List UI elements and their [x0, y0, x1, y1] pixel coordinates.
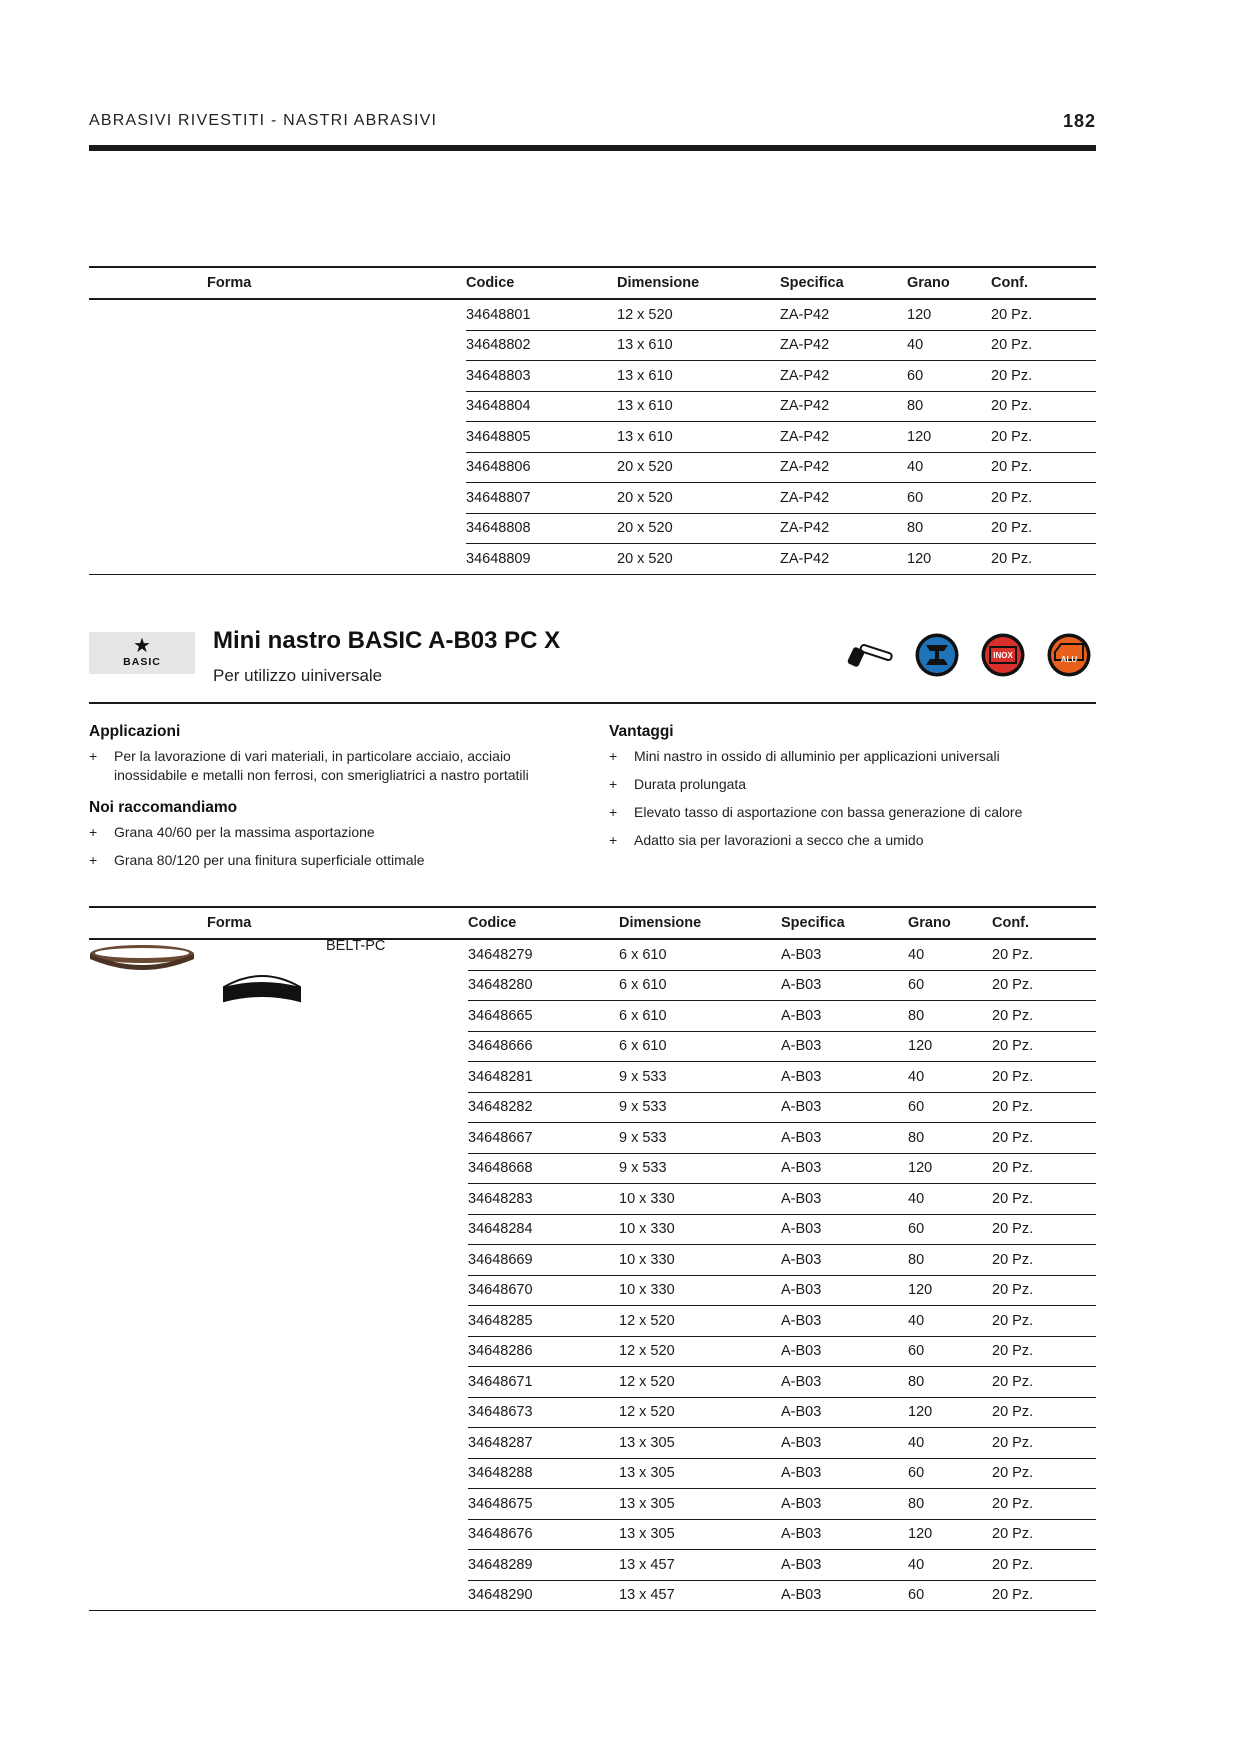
dimensione-cell: 12 x 520	[617, 299, 780, 330]
specifica-cell: A-B03	[781, 1397, 908, 1428]
dimensione-cell: 6 x 610	[619, 1031, 781, 1062]
product-title: Mini nastro BASIC A-B03 PC X	[213, 627, 561, 654]
grano-cell: 80	[908, 1245, 992, 1276]
table-row	[89, 1153, 1096, 1184]
table-row	[89, 1397, 1096, 1428]
forma-cell	[89, 391, 466, 422]
specifica-cell: A-B03	[781, 1062, 908, 1093]
codice-cell: 34648286	[468, 1336, 619, 1367]
grano-cell: 120	[908, 1031, 992, 1062]
conf-cell: 20 Pz.	[991, 330, 1096, 361]
product-table-1	[89, 266, 1096, 575]
codice-cell: 34648287	[468, 1428, 619, 1459]
specifica-cell: A-B03	[781, 1092, 908, 1123]
table-row	[89, 1519, 1096, 1550]
conf-cell: 20 Pz.	[992, 1031, 1096, 1062]
table-row	[89, 1275, 1096, 1306]
forma-cell	[89, 1275, 468, 1306]
dimensione-cell: 20 x 520	[617, 483, 780, 514]
table-row	[89, 1336, 1096, 1367]
conf-cell: 20 Pz.	[992, 1458, 1096, 1489]
grano-cell: 60	[907, 361, 991, 392]
col-forma: Forma	[89, 267, 466, 299]
grano-cell: 80	[908, 1489, 992, 1520]
specifica-cell: A-B03	[781, 1001, 908, 1032]
codice-cell: 34648289	[468, 1550, 619, 1581]
dimensione-cell: 12 x 520	[619, 1336, 781, 1367]
table-header	[89, 267, 1096, 299]
steel-material-icon	[914, 632, 960, 678]
codice-cell: 34648671	[468, 1367, 619, 1398]
forma-cell	[89, 1550, 468, 1581]
codice-cell: 34648280	[468, 970, 619, 1001]
specifica-cell: A-B03	[781, 1489, 908, 1520]
product-subtitle: Per utilizzo uiniversale	[213, 666, 383, 685]
grano-cell: 60	[908, 1580, 992, 1611]
dimensione-cell: 13 x 457	[619, 1550, 781, 1581]
dimensione-cell: 6 x 610	[619, 939, 781, 970]
vantaggi-heading: Vantaggi	[609, 723, 674, 740]
forma-cell	[89, 299, 466, 330]
specifica-cell: A-B03	[781, 1367, 908, 1398]
dimensione-cell: 9 x 533	[619, 1123, 781, 1154]
table-row	[89, 1062, 1096, 1093]
grano-cell: 120	[908, 1397, 992, 1428]
conf-cell: 20 Pz.	[991, 452, 1096, 483]
conf-cell: 20 Pz.	[992, 1184, 1096, 1215]
dimensione-cell: 13 x 305	[619, 1458, 781, 1489]
table-row	[89, 513, 1096, 544]
table-row	[89, 1489, 1096, 1520]
dimensione-cell: 13 x 610	[617, 330, 780, 361]
specifica-cell: ZA-P42	[780, 483, 907, 514]
conf-cell: 20 Pz.	[992, 1489, 1096, 1520]
conf-cell: 20 Pz.	[992, 1153, 1096, 1184]
dimensione-cell: 13 x 305	[619, 1428, 781, 1459]
dimensione-cell: 9 x 533	[619, 1153, 781, 1184]
page-number: 182	[1062, 111, 1096, 131]
forma-cell	[89, 1092, 468, 1123]
list-item: + Durata prolungata	[609, 775, 1096, 794]
specifica-cell: ZA-P42	[780, 452, 907, 483]
forma-cell	[89, 1489, 468, 1520]
conf-cell: 20 Pz.	[991, 299, 1096, 330]
grano-cell: 80	[907, 391, 991, 422]
applicazioni-heading: Applicazioni	[89, 723, 181, 740]
specifica-cell: ZA-P42	[780, 391, 907, 422]
col-grano: Grano	[908, 907, 992, 939]
grano-cell: 40	[908, 1184, 992, 1215]
table-row	[89, 1214, 1096, 1245]
belt-sander-icon	[846, 644, 894, 670]
specifica-cell: A-B03	[781, 1458, 908, 1489]
grano-cell: 60	[908, 1336, 992, 1367]
list-item: + Adatto sia per lavorazioni a secco che a umido	[609, 831, 1096, 850]
dimensione-cell: 12 x 520	[619, 1397, 781, 1428]
grano-cell: 120	[908, 1153, 992, 1184]
specifica-cell: A-B03	[781, 1519, 908, 1550]
grano-cell: 120	[908, 1519, 992, 1550]
conf-cell: 20 Pz.	[992, 1397, 1096, 1428]
table-row	[89, 1245, 1096, 1276]
forma-cell	[89, 1184, 468, 1215]
codice-cell: 34648665	[468, 1001, 619, 1032]
codice-cell: 34648288	[468, 1458, 619, 1489]
dimensione-cell: 13 x 457	[619, 1580, 781, 1611]
specifica-cell: A-B03	[781, 1306, 908, 1337]
specifica-cell: A-B03	[781, 1184, 908, 1215]
grano-cell: 40	[908, 1550, 992, 1581]
grano-cell: 40	[908, 1306, 992, 1337]
table-row	[89, 422, 1096, 453]
col-forma: Forma	[89, 907, 468, 939]
table-header	[89, 907, 1096, 939]
grano-cell: 60	[908, 970, 992, 1001]
forma-cell	[89, 1123, 468, 1154]
dimensione-cell: 10 x 330	[619, 1184, 781, 1215]
table-row	[89, 1123, 1096, 1154]
table-row	[89, 1306, 1096, 1337]
codice-cell: 34648282	[468, 1092, 619, 1123]
forma-cell	[89, 483, 466, 514]
dimensione-cell: 10 x 330	[619, 1275, 781, 1306]
dimensione-cell: 20 x 520	[617, 513, 780, 544]
grano-cell: 60	[908, 1458, 992, 1489]
specifica-cell: A-B03	[781, 1123, 908, 1154]
specifica-cell: ZA-P42	[780, 361, 907, 392]
specifica-cell: ZA-P42	[780, 513, 907, 544]
codice-cell: 34648802	[466, 330, 617, 361]
codice-cell: 34648279	[468, 939, 619, 970]
basic-badge	[89, 632, 195, 674]
forma-cell	[89, 1580, 468, 1611]
abrasive-belt-image	[89, 940, 195, 976]
specifica-cell: A-B03	[781, 1214, 908, 1245]
codice-cell: 34648806	[466, 452, 617, 483]
section-title: ABRASIVI RIVESTITI - NASTRI ABRASIVI	[89, 112, 438, 129]
table-row	[89, 939, 1096, 970]
conf-cell: 20 Pz.	[992, 1367, 1096, 1398]
codice-cell: 34648283	[468, 1184, 619, 1215]
codice-cell: 34648801	[466, 299, 617, 330]
vantaggi-list	[609, 747, 1096, 850]
info-right-column	[609, 723, 1096, 859]
codice-cell: 34648670	[468, 1275, 619, 1306]
dimensione-cell: 13 x 305	[619, 1489, 781, 1520]
dimensione-cell: 6 x 610	[619, 1001, 781, 1032]
table-row	[89, 299, 1096, 330]
specifica-cell: A-B03	[781, 1580, 908, 1611]
grano-cell: 60	[908, 1092, 992, 1123]
conf-cell: 20 Pz.	[992, 939, 1096, 970]
forma-cell	[89, 1153, 468, 1184]
table-row	[89, 1580, 1096, 1611]
raccomandiamo-heading: Noi raccomandiamo	[89, 799, 238, 816]
specifica-cell: A-B03	[781, 1245, 908, 1276]
codice-cell: 34648668	[468, 1153, 619, 1184]
conf-cell: 20 Pz.	[992, 1275, 1096, 1306]
dimensione-cell: 6 x 610	[619, 970, 781, 1001]
grano-cell: 120	[907, 299, 991, 330]
grano-cell: 40	[908, 939, 992, 970]
conf-cell: 20 Pz.	[991, 422, 1096, 453]
codice-cell: 34648675	[468, 1489, 619, 1520]
specifica-cell: A-B03	[781, 970, 908, 1001]
list-item: + Elevato tasso di asportazione con bassa generazione di calore	[609, 803, 1096, 822]
specifica-cell: A-B03	[781, 1031, 908, 1062]
forma-cell	[89, 1245, 468, 1276]
grano-cell: 40	[907, 452, 991, 483]
dimensione-cell: 10 x 330	[619, 1245, 781, 1276]
conf-cell: 20 Pz.	[992, 1092, 1096, 1123]
col-conf: Conf.	[991, 267, 1096, 299]
forma-cell	[89, 422, 466, 453]
table-row	[89, 1458, 1096, 1489]
product-header	[89, 627, 1096, 704]
codice-cell: 34648673	[468, 1397, 619, 1428]
conf-cell: 20 Pz.	[991, 391, 1096, 422]
col-codice: Codice	[466, 267, 617, 299]
list-item: + Grana 80/120 per una finitura superficiale ottimale	[89, 851, 569, 870]
col-codice: Codice	[468, 907, 619, 939]
codice-cell: 34648284	[468, 1214, 619, 1245]
dimensione-cell: 13 x 610	[617, 422, 780, 453]
dimensione-cell: 20 x 520	[617, 544, 780, 575]
codice-cell: 34648804	[466, 391, 617, 422]
conf-cell: 20 Pz.	[992, 1306, 1096, 1337]
forma-code: BELT-PC	[326, 938, 386, 954]
grano-cell: 60	[907, 483, 991, 514]
codice-cell: 34648676	[468, 1519, 619, 1550]
grano-cell: 120	[907, 544, 991, 575]
dimensione-cell: 12 x 520	[619, 1367, 781, 1398]
specifica-cell: A-B03	[781, 1550, 908, 1581]
table-row	[89, 361, 1096, 392]
dimensione-cell: 12 x 520	[619, 1306, 781, 1337]
forma-cell	[89, 1367, 468, 1398]
col-specifica: Specifica	[780, 267, 907, 299]
codice-cell: 34648669	[468, 1245, 619, 1276]
forma-cell	[89, 1519, 468, 1550]
table-row	[89, 1428, 1096, 1459]
table-row	[89, 1367, 1096, 1398]
dimensione-cell: 9 x 533	[619, 1062, 781, 1093]
list-item: + Grana 40/60 per la massima asportazione	[89, 823, 569, 842]
grano-cell: 120	[908, 1275, 992, 1306]
forma-cell	[89, 452, 466, 483]
col-dimensione: Dimensione	[617, 267, 780, 299]
codice-cell: 34648667	[468, 1123, 619, 1154]
dimensione-cell: 13 x 610	[617, 361, 780, 392]
col-specifica: Specifica	[781, 907, 908, 939]
specifica-cell: A-B03	[781, 939, 908, 970]
table-row	[89, 1184, 1096, 1215]
inox-material-icon	[980, 632, 1026, 678]
application-icons	[846, 632, 1096, 678]
grano-cell: 80	[908, 1367, 992, 1398]
codice-cell: 34648809	[466, 544, 617, 575]
conf-cell: 20 Pz.	[992, 1519, 1096, 1550]
raccomandiamo-list	[89, 823, 569, 870]
star-icon: ★	[133, 635, 151, 657]
dimensione-cell: 20 x 520	[617, 452, 780, 483]
forma-cell	[89, 1428, 468, 1459]
dimensione-cell: 13 x 305	[619, 1519, 781, 1550]
conf-cell: 20 Pz.	[991, 544, 1096, 575]
grano-cell: 80	[908, 1123, 992, 1154]
codice-cell: 34648285	[468, 1306, 619, 1337]
specifica-cell: ZA-P42	[780, 330, 907, 361]
conf-cell: 20 Pz.	[992, 1062, 1096, 1093]
conf-cell: 20 Pz.	[992, 1428, 1096, 1459]
specifica-cell: ZA-P42	[780, 299, 907, 330]
specifica-cell: A-B03	[781, 1336, 908, 1367]
forma-cell	[89, 1062, 468, 1093]
grano-cell: 60	[908, 1214, 992, 1245]
col-dimensione: Dimensione	[619, 907, 781, 939]
table-row	[89, 544, 1096, 575]
specifica-cell: A-B03	[781, 1428, 908, 1459]
inox-label: INOX	[993, 651, 1013, 660]
codice-cell: 34648290	[468, 1580, 619, 1611]
col-conf: Conf.	[992, 907, 1096, 939]
conf-cell: 20 Pz.	[991, 361, 1096, 392]
forma-cell	[89, 1336, 468, 1367]
conf-cell: 20 Pz.	[992, 1550, 1096, 1581]
page-header	[89, 112, 1096, 156]
codice-cell: 34648666	[468, 1031, 619, 1062]
list-item: + Mini nastro in ossido di alluminio per applicazioni universali	[609, 747, 1096, 766]
forma-cell	[89, 1458, 468, 1489]
forma-cell	[89, 1306, 468, 1337]
dimensione-cell: 13 x 610	[617, 391, 780, 422]
forma-cell	[89, 513, 466, 544]
alu-label: ALU	[1060, 655, 1078, 664]
alu-material-icon	[1046, 632, 1092, 678]
forma-cell	[89, 1397, 468, 1428]
belt-shape-icon	[222, 973, 302, 1013]
grano-cell: 40	[907, 330, 991, 361]
table-row	[89, 391, 1096, 422]
conf-cell: 20 Pz.	[992, 1580, 1096, 1611]
conf-cell: 20 Pz.	[991, 513, 1096, 544]
specifica-cell: A-B03	[781, 1275, 908, 1306]
conf-cell: 20 Pz.	[992, 1336, 1096, 1367]
grano-cell: 120	[907, 422, 991, 453]
forma-cell	[89, 1214, 468, 1245]
table-row	[89, 330, 1096, 361]
table-row	[89, 1092, 1096, 1123]
codice-cell: 34648808	[466, 513, 617, 544]
conf-cell: 20 Pz.	[992, 1123, 1096, 1154]
grano-cell: 40	[908, 1428, 992, 1459]
dimensione-cell: 10 x 330	[619, 1214, 781, 1245]
conf-cell: 20 Pz.	[991, 483, 1096, 514]
conf-cell: 20 Pz.	[992, 1214, 1096, 1245]
grano-cell: 40	[908, 1062, 992, 1093]
conf-cell: 20 Pz.	[992, 1001, 1096, 1032]
forma-cell	[89, 1031, 468, 1062]
grano-cell: 80	[908, 1001, 992, 1032]
forma-cell	[89, 330, 466, 361]
list-item: + Per la lavorazione di vari materiali, in particolare acciaio, acciaio inossidabile e metalli non ferrosi, con smerigliatrici a nastro portatili	[89, 747, 569, 785]
dimensione-cell: 9 x 533	[619, 1092, 781, 1123]
basic-badge-label: BASIC	[123, 656, 161, 668]
codice-cell: 34648803	[466, 361, 617, 392]
conf-cell: 20 Pz.	[992, 970, 1096, 1001]
codice-cell: 34648281	[468, 1062, 619, 1093]
table-row	[89, 452, 1096, 483]
specifica-cell: A-B03	[781, 1153, 908, 1184]
specifica-cell: ZA-P42	[780, 422, 907, 453]
codice-cell: 34648805	[466, 422, 617, 453]
header-rule	[89, 145, 1096, 151]
grano-cell: 80	[907, 513, 991, 544]
forma-cell	[89, 361, 466, 392]
conf-cell: 20 Pz.	[992, 1245, 1096, 1276]
info-left-column	[89, 723, 569, 879]
codice-cell: 34648807	[466, 483, 617, 514]
table-row	[89, 1031, 1096, 1062]
table-row	[89, 483, 1096, 514]
col-grano: Grano	[907, 267, 991, 299]
applicazioni-list	[89, 747, 569, 785]
specifica-cell: ZA-P42	[780, 544, 907, 575]
table-row	[89, 1550, 1096, 1581]
forma-cell	[89, 544, 466, 575]
